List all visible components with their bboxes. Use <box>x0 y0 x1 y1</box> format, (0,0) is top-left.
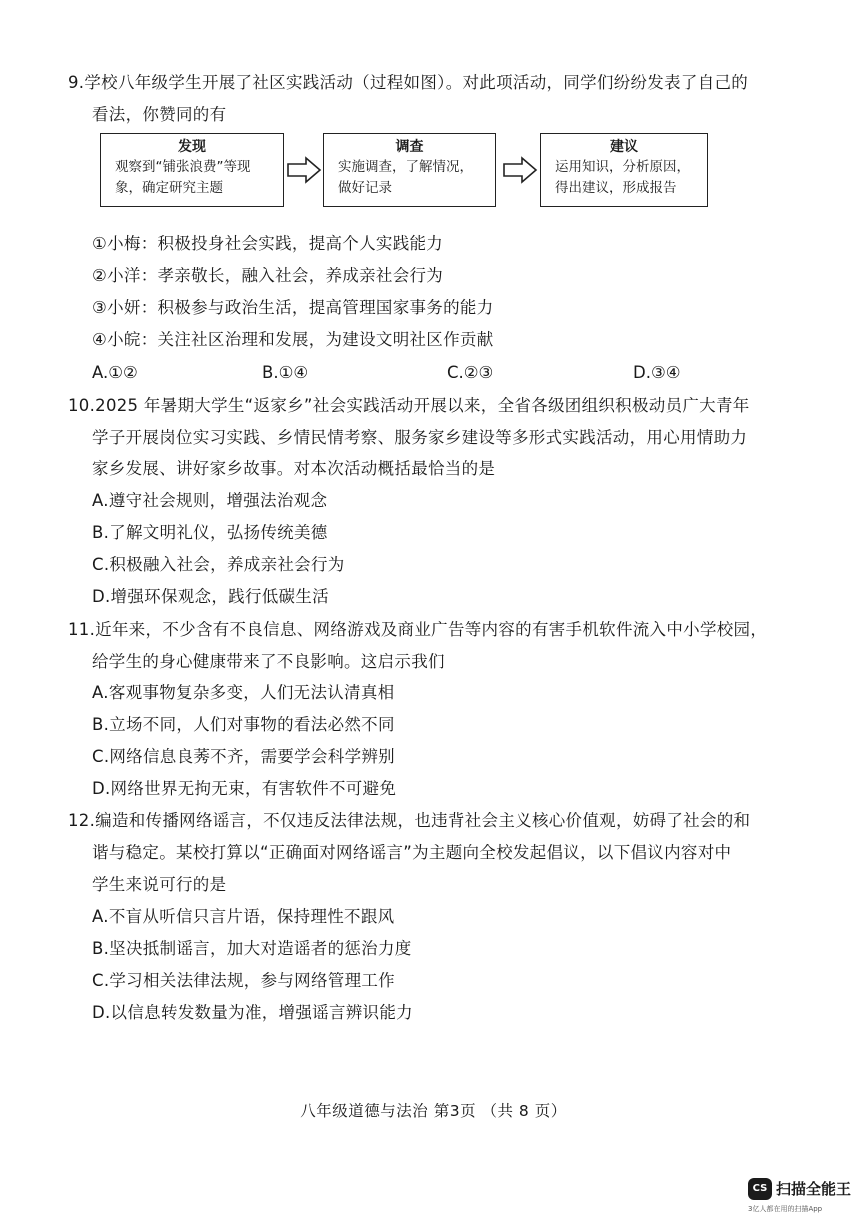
flow-step-discover <box>100 133 284 207</box>
q11-option-a: A.客观事物复杂多变，人们无法认清真相 <box>92 683 395 702</box>
q11-option-c: C.网络信息良莠不齐，需要学会科学辨别 <box>92 747 395 766</box>
flow-step-title: 调查 <box>395 139 424 155</box>
q11-stem-line-2: 给学生的身心健康带来了不良影响。这启示我们 <box>92 652 445 671</box>
flow-arrow-icon <box>286 155 322 185</box>
q9-statement-1: ①小梅：积极投身社会实践，提高个人实践能力 <box>92 234 444 253</box>
flow-step-text: 实施调查，了解情况， <box>338 159 473 175</box>
q12-stem-line-2: 谐与稳定。某校打算以“正确面对网络谣言”为主题向全校发起倡议，以下倡议内容对中 <box>92 843 732 862</box>
flow-step-investigate <box>323 133 496 207</box>
q9-stem-line-2: 看法，你赞同的有 <box>92 105 227 124</box>
q10-option-d: D.增强环保观念，践行低碳生活 <box>92 587 329 606</box>
q9-choice-a: A.①② <box>92 363 138 382</box>
flow-step-text: 做好记录 <box>338 180 392 196</box>
q12-option-d: D.以信息转发数量为准，增强谣言辨识能力 <box>92 1003 413 1022</box>
q10-option-b: B.了解文明礼仪，弘扬传统美德 <box>92 523 328 542</box>
watermark-app-name: 扫描全能王 <box>776 1180 852 1198</box>
q12-stem-line-3: 学生来说可行的是 <box>92 875 227 894</box>
q9-choice-d: D.③④ <box>633 363 681 382</box>
q9-stem-line-1: 9.学校八年级学生开展了社区实践活动（过程如图）。对此项活动，同学们纷纷发表了自己的 <box>68 73 749 92</box>
q9-statement-4: ④小皖：关注社区治理和发展，为建设文明社区作贡献 <box>92 330 494 349</box>
flow-step-text: 得出建议，形成报告 <box>555 180 677 196</box>
watermark-tagline: 3亿人都在用的扫描App <box>748 1205 823 1213</box>
q12-option-b: B.坚决抵制谣言，加大对造谣者的惩治力度 <box>92 939 412 958</box>
q12-stem-line-1: 12.编造和传播网络谣言，不仅违反法律法规，也违背社会主义核心价值观，妨碍了社会的和 <box>68 811 751 830</box>
q9-statement-3: ③小妍：积极参与政治生活，提高管理国家事务的能力 <box>92 298 494 317</box>
flow-step-title: 建议 <box>610 139 638 155</box>
flow-step-text: 观察到“铺张浪费”等现 <box>115 159 251 175</box>
q9-choice-b: B.①④ <box>262 363 309 382</box>
q10-stem-line-1: 10.2025 年暑期大学生“返家乡”社会实践活动开展以来，全省各级团组织积极动员广大青年 <box>68 396 750 415</box>
q10-stem-line-3: 家乡发展、讲好家乡故事。对本次活动概括最恰当的是 <box>92 459 496 478</box>
q12-option-c: C.学习相关法律法规，参与网络管理工作 <box>92 971 395 990</box>
q11-stem-line-1: 11.近年来，不少含有不良信息、网络游戏及商业广告等内容的有害手机软件流入中小学校园， <box>68 620 768 639</box>
q11-option-b: B.立场不同，人们对事物的看法必然不同 <box>92 715 395 734</box>
q12-option-a: A.不盲从听信只言片语，保持理性不跟风 <box>92 907 395 926</box>
camscanner-logo-icon: CS <box>748 1178 772 1200</box>
flow-step-title: 发现 <box>178 139 206 155</box>
flow-step-text: 运用知识，分析原因， <box>555 159 690 175</box>
q10-option-a: A.遵守社会规则，增强法治观念 <box>92 491 328 510</box>
q9-statement-2: ②小洋：孝亲敬长，融入社会，养成亲社会行为 <box>92 266 444 285</box>
flow-arrow-icon <box>502 155 538 185</box>
q9-choice-c: C.②③ <box>447 363 494 382</box>
flow-step-suggest <box>540 133 708 207</box>
q10-option-c: C.积极融入社会，养成亲社会行为 <box>92 555 345 574</box>
q11-option-d: D.网络世界无拘无束，有害软件不可避免 <box>92 779 397 798</box>
q10-stem-line-2: 学子开展岗位实习实践、乡情民情考察、服务家乡建设等多形式实践活动，用心用情助力 <box>92 428 748 447</box>
page-footer: 八年级道德与法治 第3页 （共 8 页） <box>300 1102 567 1120</box>
flow-step-text: 象，确定研究主题 <box>115 180 223 196</box>
